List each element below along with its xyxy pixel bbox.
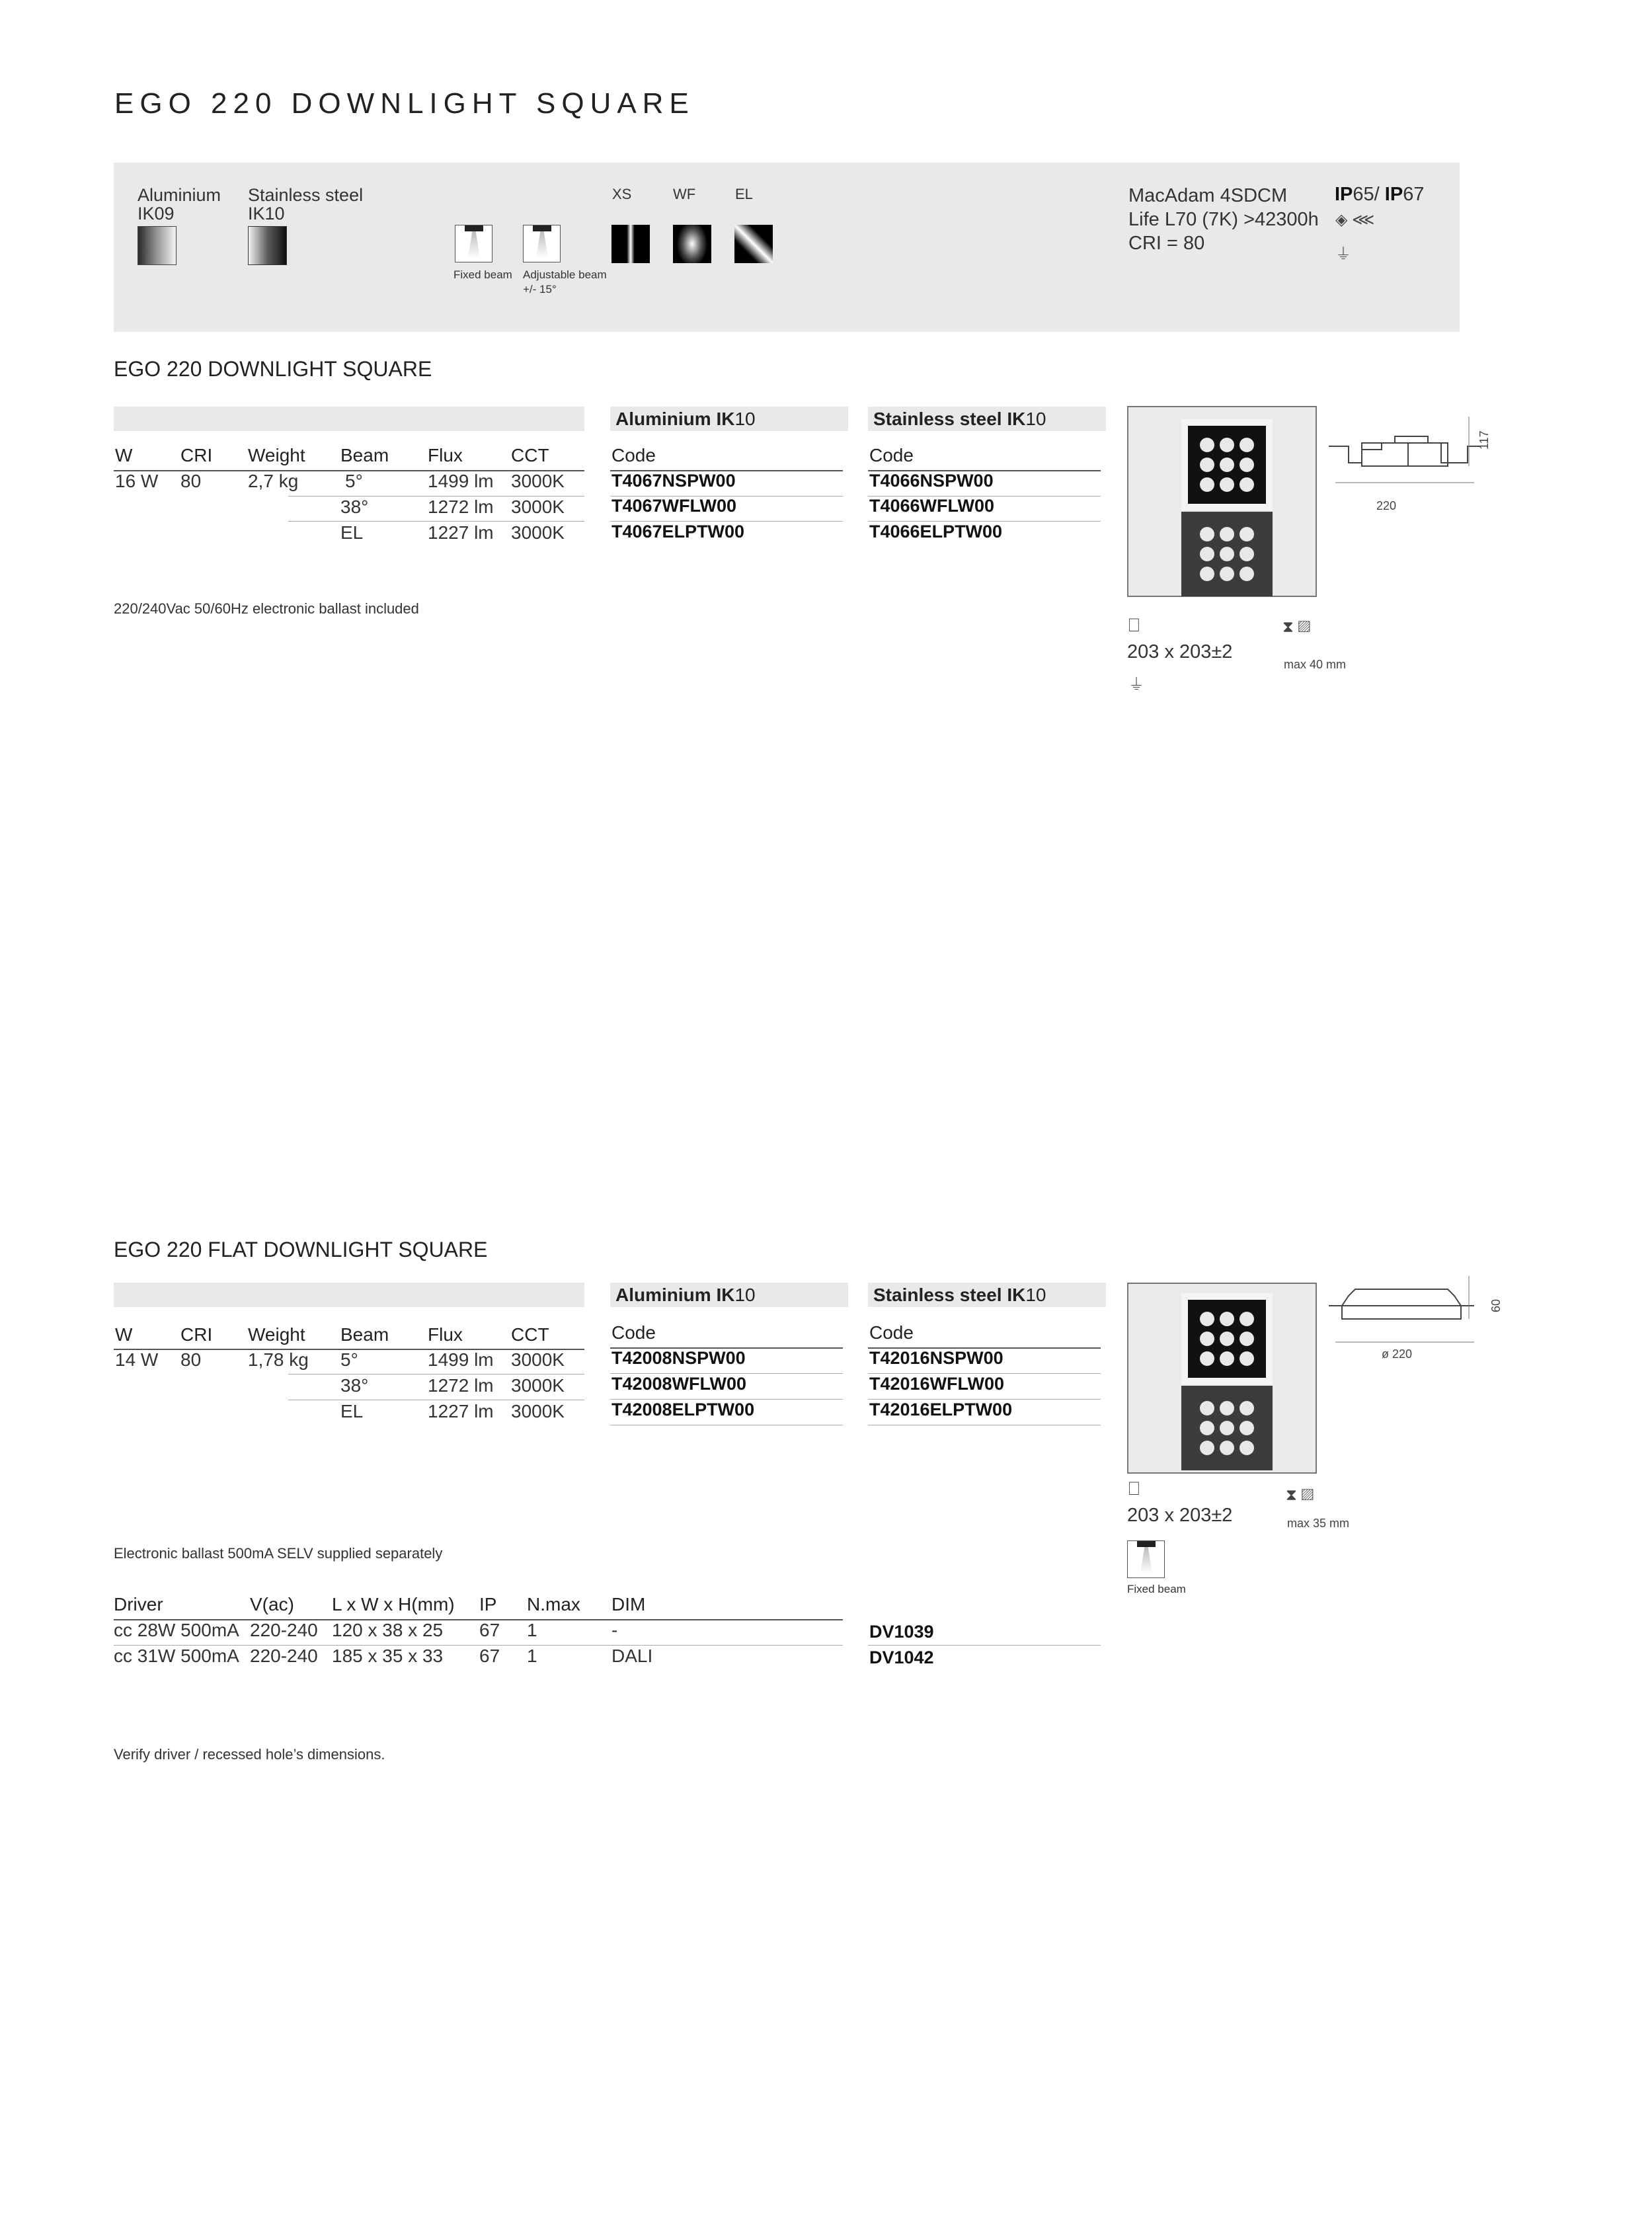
earth-icon: ⏚ xyxy=(1128,676,1144,694)
row1-st-code: T4066NSPW00 xyxy=(869,471,994,491)
drv2-vac: 220-240 xyxy=(250,1646,318,1666)
led xyxy=(1239,1332,1254,1346)
footer-note: Verify driver / recessed hole’s dimensions. xyxy=(114,1746,385,1763)
fixed-beam-icon xyxy=(455,225,492,262)
row1-cct: 3000K xyxy=(511,471,565,491)
optic-xs-icon xyxy=(611,225,650,263)
drawing1-width: 220 xyxy=(1376,499,1397,512)
row2-cct: 3000K xyxy=(511,497,565,517)
section2-table-bar xyxy=(114,1283,584,1307)
led xyxy=(1220,1351,1234,1366)
drawing1-height: 117 xyxy=(1477,430,1491,450)
hdr-cri: CRI xyxy=(180,1324,213,1345)
section1-st-header: Stainless steel IK10 xyxy=(868,407,1106,431)
drv1-driver: cc 28W 500mA xyxy=(114,1620,239,1640)
row3-beam: EL xyxy=(340,522,364,543)
led xyxy=(1220,1401,1234,1415)
spec-life: Life L70 (7K) >42300h xyxy=(1128,209,1319,230)
row2-beam: 38° xyxy=(340,1375,369,1396)
led xyxy=(1200,527,1214,541)
drv2-nmax: 1 xyxy=(527,1646,537,1666)
row3-cct: 3000K xyxy=(511,1401,565,1421)
led xyxy=(1200,1441,1214,1455)
row1-alu-code: T42008NSPW00 xyxy=(611,1348,746,1368)
drv1-dims: 120 x 38 x 25 xyxy=(332,1620,444,1640)
ceiling-thickness-icon: ⧗ ▨ xyxy=(1286,1486,1314,1504)
cutout-icon: ⎕ xyxy=(1128,1478,1140,1499)
adjustable-beam-icon xyxy=(523,225,561,262)
row3-st-code: T42016ELPTW00 xyxy=(869,1400,1013,1419)
spec-macadam: MacAdam 4SDCM xyxy=(1128,185,1288,206)
code-header-alu: Code xyxy=(611,445,656,465)
row1-cri: 80 xyxy=(180,471,202,491)
drv2-dim: DALI xyxy=(611,1646,653,1666)
row2-st-code: T42016WFLW00 xyxy=(869,1374,1005,1394)
page-title: EGO 220 DOWNLIGHT SQUARE xyxy=(114,87,695,120)
section2-heading: EGO 220 FLAT DOWNLIGHT SQUARE xyxy=(114,1238,488,1261)
row3-alu-code: T4067ELPTW00 xyxy=(611,522,745,541)
section1-heading: EGO 220 DOWNLIGHT SQUARE xyxy=(114,357,432,381)
drv1-nmax: 1 xyxy=(527,1620,537,1640)
finish-ik: IK09 xyxy=(138,204,175,223)
adjustable-beam-range: +/- 15° xyxy=(523,283,557,296)
row2-alu-code: T42008WFLW00 xyxy=(611,1374,747,1394)
row-rule xyxy=(288,521,584,522)
drv-hdr-driver: Driver xyxy=(114,1594,163,1614)
drv1-ip: 67 xyxy=(479,1620,500,1640)
row3-alu-code: T42008ELPTW00 xyxy=(611,1400,755,1419)
stainless-swatch xyxy=(248,226,287,265)
led xyxy=(1200,477,1214,492)
row2-beam: 38° xyxy=(340,497,369,517)
row2-flux: 1272 lm xyxy=(428,1375,494,1396)
section2-st-header: Stainless steel IK10 xyxy=(868,1283,1106,1307)
drawing2-height: 60 xyxy=(1489,1298,1503,1312)
hdr-flux: Flux xyxy=(428,1324,463,1345)
led xyxy=(1200,438,1214,452)
led xyxy=(1200,458,1214,472)
ip-rating: IP65/ IP67 xyxy=(1335,184,1425,205)
section1-product-photo xyxy=(1127,406,1317,597)
row2-alu-code: T4067WFLW00 xyxy=(611,496,737,516)
drv1-vac: 220-240 xyxy=(250,1620,318,1640)
optic-wf-label: WF xyxy=(673,186,696,202)
product-aluminium xyxy=(1181,419,1273,510)
drv-hdr-vac: V(ac) xyxy=(250,1594,294,1614)
hdr-weight: Weight xyxy=(248,1324,305,1345)
cutout-icon: ⎕ xyxy=(1128,615,1140,635)
earth-icon: ⏚ xyxy=(1335,245,1351,263)
drv-hdr-dims: L x W x H(mm) xyxy=(332,1594,455,1614)
code-header-st: Code xyxy=(869,1322,914,1343)
led xyxy=(1220,527,1234,541)
led xyxy=(1239,1401,1254,1415)
row1-flux: 1499 lm xyxy=(428,471,494,491)
section2-technical-drawing xyxy=(1322,1276,1494,1349)
code-header-st: Code xyxy=(869,445,914,465)
row3-flux: 1227 lm xyxy=(428,1401,494,1421)
section1-max: max 40 mm xyxy=(1284,658,1347,671)
section2-max: max 35 mm xyxy=(1287,1517,1350,1530)
fixed-beam-label: Fixed beam xyxy=(453,268,512,281)
row3-flux: 1227 lm xyxy=(428,522,494,543)
hdr-cri: CRI xyxy=(180,445,213,465)
drv-hdr-dim: DIM xyxy=(611,1594,646,1614)
finish-aluminium-label xyxy=(138,186,221,223)
finish-stainless-label xyxy=(248,186,363,223)
optic-xs-label: XS xyxy=(612,186,632,202)
led xyxy=(1239,458,1254,472)
finish-ik: IK10 xyxy=(248,204,285,223)
led xyxy=(1239,1312,1254,1326)
product-aluminium xyxy=(1181,1293,1273,1384)
led xyxy=(1239,567,1254,581)
section1-note: 220/240Vac 50/60Hz electronic ballast included xyxy=(114,600,419,617)
led xyxy=(1220,1312,1234,1326)
led xyxy=(1200,1421,1214,1435)
section1-cutout: 203 x 203±2 xyxy=(1127,641,1233,662)
led xyxy=(1220,547,1234,561)
led xyxy=(1239,477,1254,492)
led xyxy=(1220,567,1234,581)
row1-cri: 80 xyxy=(180,1349,202,1370)
row1-alu-code: T4067NSPW00 xyxy=(611,471,736,491)
row1-beam: 5° xyxy=(340,1349,358,1370)
led xyxy=(1220,1441,1234,1455)
led xyxy=(1220,458,1234,472)
finish-name: Stainless steel xyxy=(248,185,364,205)
led xyxy=(1239,1351,1254,1366)
hdr-beam: Beam xyxy=(340,1324,389,1345)
section1-alu-header: Aluminium IK10 xyxy=(610,407,848,431)
drv2-ip: 67 xyxy=(479,1646,500,1666)
led xyxy=(1220,1421,1234,1435)
section2-alu-header: Aluminium IK10 xyxy=(610,1283,848,1307)
led xyxy=(1239,527,1254,541)
row1-beam: 5° xyxy=(345,471,363,491)
hdr-w: W xyxy=(115,1324,133,1345)
row3-st-code: T4066ELPTW00 xyxy=(869,522,1003,541)
led xyxy=(1239,547,1254,561)
led xyxy=(1200,1332,1214,1346)
drv1-dim: - xyxy=(611,1620,618,1640)
product-stainless xyxy=(1181,512,1273,596)
row-rule xyxy=(868,1645,1101,1646)
hdr-beam: Beam xyxy=(340,445,389,465)
drv2-code: DV1042 xyxy=(869,1648,934,1667)
ceiling-thickness-icon: ⧗ ▨ xyxy=(1282,618,1310,636)
led xyxy=(1200,1401,1214,1415)
fixed-beam-icon xyxy=(1127,1540,1165,1578)
adjustable-beam-label: Adjustable beam xyxy=(523,268,607,281)
hdr-weight: Weight xyxy=(248,445,305,465)
optic-el-label: EL xyxy=(735,186,753,202)
hdr-w: W xyxy=(115,445,133,465)
drv2-dims: 185 x 35 x 33 xyxy=(332,1646,444,1666)
row3-beam: EL xyxy=(340,1401,364,1421)
led xyxy=(1200,567,1214,581)
row1-w: 16 W xyxy=(115,471,159,491)
code-header-alu: Code xyxy=(611,1322,656,1343)
section2-note: Electronic ballast 500mA SELV supplied separately xyxy=(114,1545,443,1562)
product-stainless xyxy=(1181,1386,1273,1470)
led xyxy=(1239,1441,1254,1455)
cert-icons: ◈ ⋘ xyxy=(1335,211,1375,229)
spec-cri: CRI = 80 xyxy=(1128,233,1205,254)
optic-el-icon xyxy=(734,225,773,263)
finish-name: Aluminium xyxy=(138,185,221,205)
led xyxy=(1239,1421,1254,1435)
section1-table-bar xyxy=(114,407,584,431)
row1-weight: 1,78 kg xyxy=(248,1349,309,1370)
drv-hdr-ip: IP xyxy=(479,1594,497,1614)
aluminium-swatch xyxy=(138,226,177,265)
led xyxy=(1220,438,1234,452)
row1-flux: 1499 lm xyxy=(428,1349,494,1370)
drawing2-width: ø 220 xyxy=(1382,1347,1413,1361)
row3-cct: 3000K xyxy=(511,522,565,543)
led xyxy=(1220,1332,1234,1346)
led xyxy=(1200,1351,1214,1366)
row1-w: 14 W xyxy=(115,1349,159,1370)
row2-flux: 1272 lm xyxy=(428,497,494,517)
hdr-cct: CCT xyxy=(511,1324,549,1345)
hdr-cct: CCT xyxy=(511,445,549,465)
row2-st-code: T4066WFLW00 xyxy=(869,496,995,516)
drv1-code: DV1039 xyxy=(869,1622,934,1642)
row2-cct: 3000K xyxy=(511,1375,565,1396)
hdr-flux: Flux xyxy=(428,445,463,465)
optic-wf-icon xyxy=(673,225,711,263)
led xyxy=(1200,1312,1214,1326)
row1-st-code: T42016NSPW00 xyxy=(869,1348,1003,1368)
led xyxy=(1220,477,1234,492)
row1-cct: 3000K xyxy=(511,1349,565,1370)
section2-fixed-beam-label: Fixed beam xyxy=(1127,1583,1186,1595)
drv2-driver: cc 31W 500mA xyxy=(114,1646,239,1666)
row1-weight: 2,7 kg xyxy=(248,471,299,491)
drv-hdr-nmax: N.max xyxy=(527,1594,580,1614)
section1-technical-drawing xyxy=(1322,417,1494,509)
section2-cutout: 203 x 203±2 xyxy=(1127,1505,1233,1526)
led xyxy=(1239,438,1254,452)
led xyxy=(1200,547,1214,561)
section2-product-photo xyxy=(1127,1283,1317,1474)
